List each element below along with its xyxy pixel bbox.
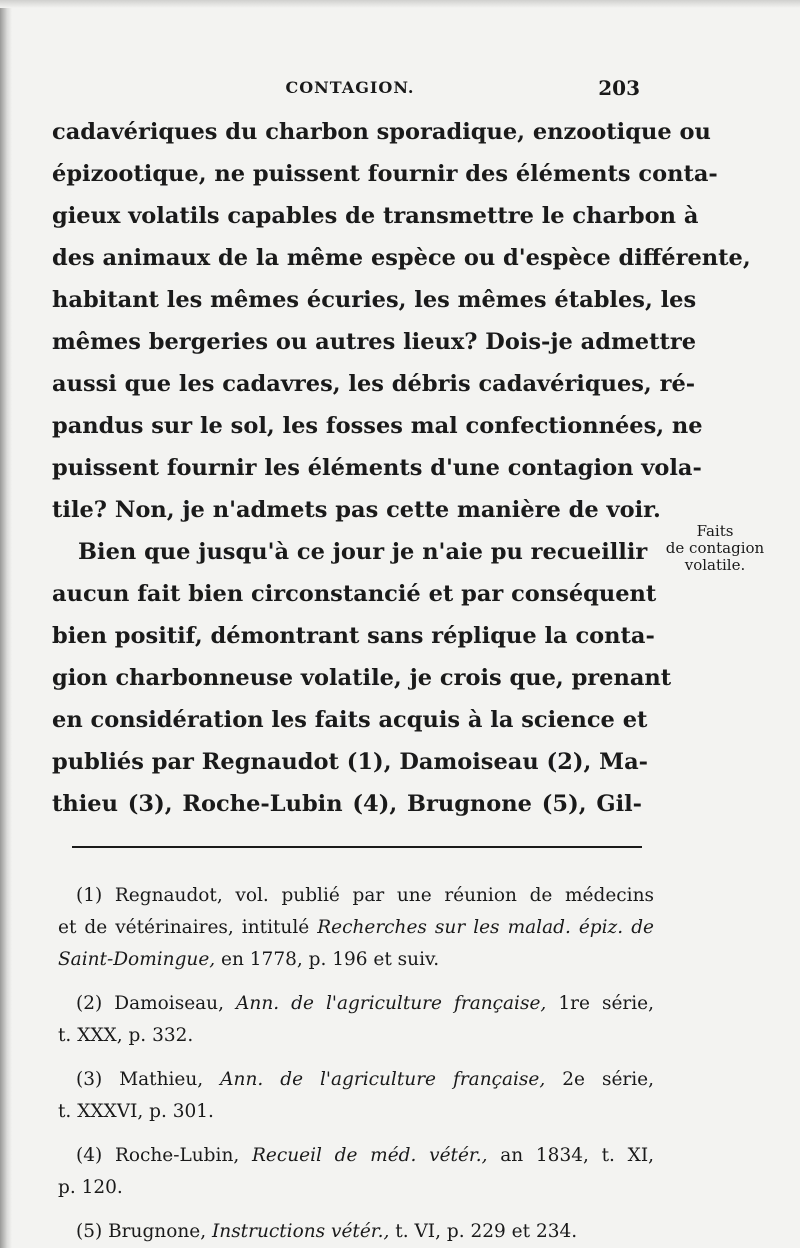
footnote-5-text: (5) Brugnone, bbox=[76, 1221, 212, 1242]
body-line: mêmes bergeries ou autres lieux? Dois-je admettre bbox=[52, 329, 697, 355]
footnote-4-text: (4) Roche-Lubin, bbox=[76, 1145, 252, 1166]
body-line: des animaux de la même espèce ou d'espèce différente, bbox=[52, 245, 751, 271]
body-line: gion charbonneuse volatile, je crois que, prenant bbox=[52, 665, 672, 691]
footnote-2-title: Ann. de l'agriculture française, bbox=[236, 993, 547, 1014]
page-top-shadow bbox=[0, 0, 800, 8]
footnote-5-text: t. VI, p. 229 et 234. bbox=[389, 1221, 578, 1242]
body-line-paragraph-start: Bien que jusqu'à ce jour je n'aie pu recueillir bbox=[78, 539, 648, 565]
footnote-1-title: Saint-Domingue, bbox=[58, 949, 216, 970]
footnote-5-title: Instructions vétér., bbox=[211, 1221, 390, 1242]
body-line: aucun fait bien circonstancié et par conséquent bbox=[52, 581, 657, 607]
body-line: puissent fournir les éléments d'une contagion vola- bbox=[52, 455, 702, 481]
footnote-1-title: Recherches sur les malad. épiz. de bbox=[317, 917, 654, 938]
page-number: 203 bbox=[598, 76, 640, 100]
body-line: cadavériques du charbon sporadique, enzootique ou bbox=[52, 119, 711, 145]
footnote-5-line bbox=[58, 1216, 654, 1248]
footnote-3-line bbox=[58, 1064, 654, 1096]
footnote-3-text: (3) Mathieu, bbox=[76, 1069, 221, 1090]
body-line: publiés par Regnaudot (1), Damoiseau (2), Ma- bbox=[52, 749, 648, 775]
page-edge-shadow bbox=[0, 0, 12, 1248]
running-head-title: CONTAGION. bbox=[285, 78, 415, 97]
footnotes bbox=[58, 880, 654, 1248]
body-line: épizootique, ne puissent fournir des éléments conta- bbox=[52, 161, 718, 187]
footnote-4-line bbox=[58, 1140, 654, 1172]
margin-note bbox=[660, 523, 770, 574]
margin-note-line: Faits bbox=[696, 522, 734, 540]
body-line: aussi que les cadavres, les débris cadavériques, ré- bbox=[52, 371, 696, 397]
body-line: gieux volatils capables de transmettre le charbon à bbox=[52, 203, 699, 229]
footnote-3-line: t. XXXVI, p. 301. bbox=[58, 1101, 214, 1122]
body-line: thieu (3), Roche-Lubin (4), Brugnone (5), Gil- bbox=[52, 791, 642, 817]
margin-note-line: volatile. bbox=[684, 556, 746, 574]
footnote-2-text: (2) Damoiseau, bbox=[76, 993, 237, 1014]
footnote-4-text: an 1834, t. XI, bbox=[487, 1145, 655, 1166]
footnote-1-text: et de vétérinaires, intitulé bbox=[58, 917, 318, 938]
footnote-4-line: p. 120. bbox=[58, 1177, 123, 1198]
footnote-4-title: Recueil de méd. vétér., bbox=[251, 1145, 488, 1166]
footnote-1-line bbox=[58, 912, 654, 944]
body-line: bien positif, démontrant sans réplique la conta- bbox=[52, 623, 655, 649]
footnote-divider bbox=[72, 846, 642, 848]
body-line: habitant les mêmes écuries, les mêmes étables, les bbox=[52, 287, 697, 313]
footnote-1-line: (1) Regnaudot, vol. publié par une réunion de médecins bbox=[76, 885, 654, 906]
body-line: tile? Non, je n'admets pas cette manière de voir. bbox=[52, 497, 661, 523]
footnote-3-title: Ann. de l'agriculture française, bbox=[220, 1069, 546, 1090]
footnote-1-text: en 1778, p. 196 et suiv. bbox=[215, 949, 440, 970]
footnote-2-text: 1re série, bbox=[546, 993, 654, 1014]
margin-note-line: de contagion bbox=[665, 539, 765, 557]
footnote-1-line bbox=[58, 944, 654, 976]
body-line: en considération les faits acquis à la science et bbox=[52, 707, 648, 733]
footnote-2-line: t. XXX, p. 332. bbox=[58, 1025, 194, 1046]
footnote-2-line bbox=[58, 988, 654, 1020]
running-head bbox=[60, 76, 640, 100]
body-line: pandus sur le sol, les fosses mal confectionnées, ne bbox=[52, 413, 703, 439]
footnote-3-text: 2e série, bbox=[545, 1069, 654, 1090]
